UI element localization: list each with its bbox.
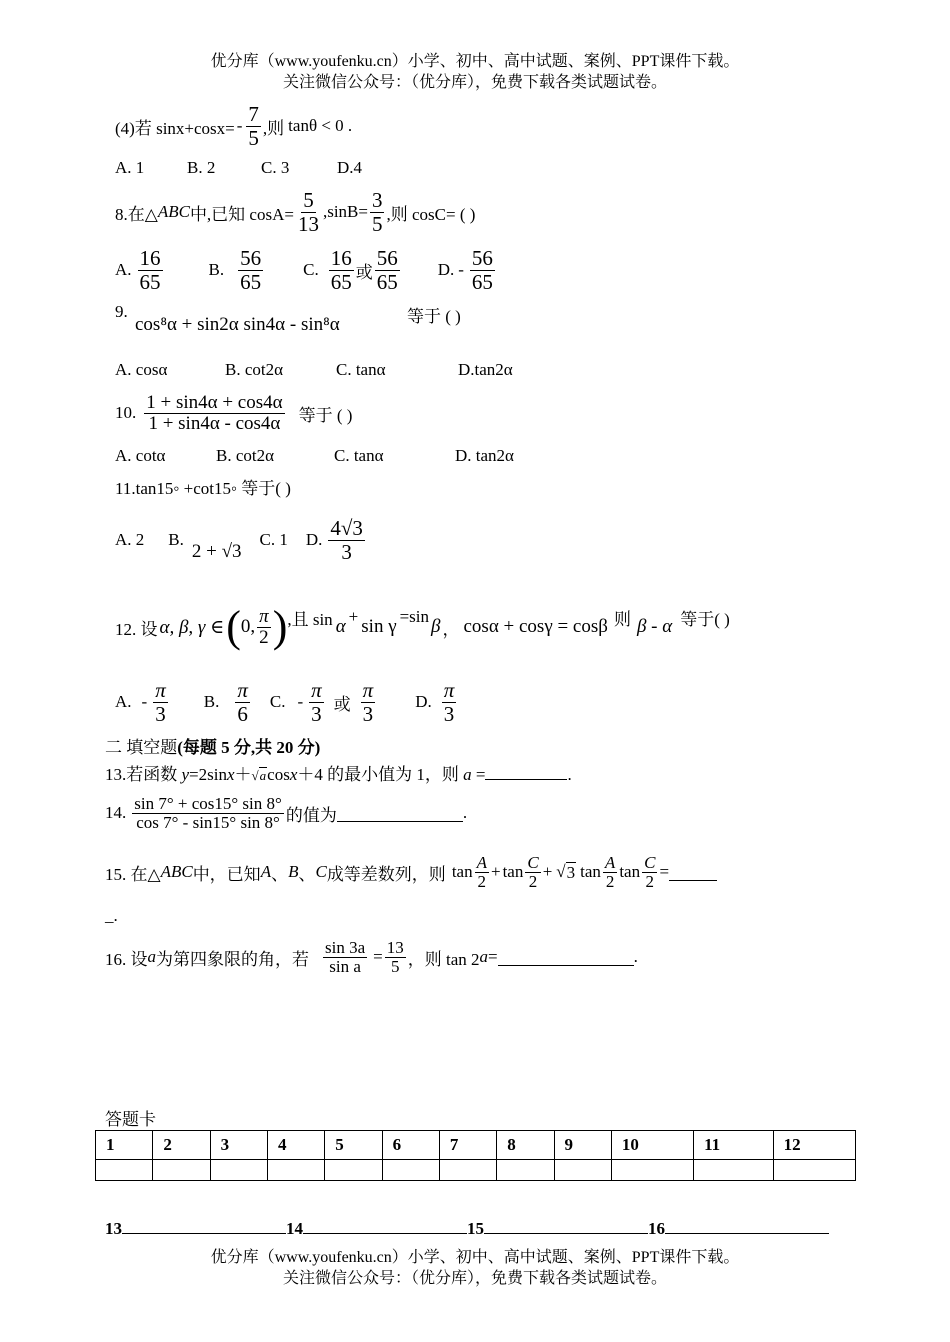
option-a[interactable]: A. 1	[115, 158, 145, 177]
option-a[interactable]: A. cotα	[115, 446, 166, 465]
answer-card-header-row	[96, 1131, 856, 1160]
fill-blank-16[interactable]	[665, 1217, 829, 1234]
page-footer-line1: 优分库（www.youfenku.cn）小学、初中、高中试题、案例、PPT课件下载。	[210, 1249, 740, 1266]
option-d[interactable]: D. tan2α	[455, 446, 514, 465]
fill-in-answers: 13 14 15 16	[105, 1217, 829, 1239]
option-d[interactable]: D.4	[337, 158, 363, 177]
answer-card-header: 3	[210, 1131, 267, 1160]
answer-card-header: 9	[554, 1131, 611, 1160]
option-d[interactable]: D.	[305, 530, 323, 549]
fraction-7-5: $\frac{7}{5}$	[248, 102, 259, 150]
answer-cell[interactable]	[694, 1160, 774, 1181]
fraction-5-13: $\frac{5}{13}$	[297, 188, 319, 236]
answer-cell[interactable]	[497, 1160, 554, 1181]
answer-card-header: 12	[773, 1131, 855, 1160]
question-11-options: A. 2 B. 2 + √3 C. 1 D. $\frac{4√3}{3}$	[115, 516, 363, 564]
option-b[interactable]: B. cot2α	[225, 360, 284, 379]
answer-card-header: 11	[694, 1131, 774, 1160]
page-header-line1: 优分库（www.youfenku.cn）小学、初中、高中试题、案例、PPT课件下载。	[210, 53, 740, 70]
answer-card-header: 1	[96, 1131, 153, 1160]
answer-card-table	[95, 1130, 856, 1181]
answer-card-answer-row	[96, 1160, 856, 1181]
answer-card-header: 8	[497, 1131, 554, 1160]
question-11-stem: 11.tan15◦ +cot15◦ 等于( )	[115, 479, 291, 498]
answer-cell[interactable]	[325, 1160, 382, 1181]
question-10-stem: 10. $\frac{1 + \sin 4\alpha + \cos 4\alpha}{1 + \sin 4\alpha - \cos 4\alpha}$ 等于 ( )	[115, 391, 353, 434]
fraction-3-5: $\frac{3}{5}$	[371, 188, 383, 236]
page-header-line2: 关注微信公众号：（优分库），免费下载各类试题试卷。	[282, 74, 667, 91]
answer-card-header: 5	[325, 1131, 382, 1160]
option-a[interactable]: A. 2	[115, 530, 145, 549]
option-b[interactable]: B.	[203, 692, 220, 711]
option-a[interactable]: A.	[115, 692, 132, 711]
question-9-options	[115, 360, 513, 380]
option-d[interactable]: D.tan2α	[458, 360, 513, 379]
answer-card-header: 6	[382, 1131, 439, 1160]
question-16: 16. 设 a 为第四象限的角，若 $\frac{\sin 3a}{\text{sin a}}$ = $\frac{13}{5}$ ，则 tan 2 a = .	[105, 937, 638, 976]
option-d[interactable]: D.	[415, 692, 432, 711]
answer-card-title: 答题卡	[105, 1110, 156, 1129]
answer-cell[interactable]	[773, 1160, 855, 1181]
page-footer-line2: 关注微信公众号：（优分库），免费下载各类试题试卷。	[282, 1270, 667, 1287]
option-a[interactable]: A.	[115, 260, 132, 279]
answer-cell[interactable]	[210, 1160, 267, 1181]
answer-cell[interactable]	[554, 1160, 611, 1181]
question-9-number: 9.	[115, 302, 128, 321]
fill-blank-14[interactable]	[303, 1217, 467, 1234]
fill-blank-15[interactable]	[484, 1217, 648, 1234]
question-9-expression: cos⁸α + sin2α sin4α - sin⁸α	[135, 314, 340, 335]
option-d[interactable]: D.	[437, 260, 455, 279]
question-15: 15. 在△ ABC 中，已知 A 、 B 、 C 成等差数列，则 tan $\frac{A}{2}$ + tan $\frac{C}{2}$ + √ 3 tan $\frac{A}{2}$ tan $\frac{C}{2}$ =	[105, 845, 717, 899]
answer-cell[interactable]	[153, 1160, 210, 1181]
answer-card-header: 4	[267, 1131, 324, 1160]
answer-cell[interactable]	[96, 1160, 153, 1181]
answer-card-header: 10	[611, 1131, 693, 1160]
option-c[interactable]: C. tanα	[336, 360, 386, 379]
option-b[interactable]: B.	[168, 530, 184, 549]
option-b[interactable]: B. 2	[187, 158, 216, 177]
section-2-title: 二 填空题(每题 5 分,共 20 分)	[105, 738, 321, 757]
answer-cell[interactable]	[267, 1160, 324, 1181]
question-12-options: A. - $\frac{\pi}{3}$ B. $\frac{\pi}{6}$ C. - $\frac{\pi}{3}$ 或 $\frac{\pi}{3}$ D. $\frac{\pi}{3}$	[115, 678, 455, 726]
option-b[interactable]: B.	[208, 260, 225, 279]
question-12-stem: 12. 设 α, β, γ ∈ ( 0, $\frac{\pi}{2}$ ) ,且 sin α + sin γ =sin β ， cosα + cosγ = cosβ 则 β - α 等于( )	[115, 602, 730, 651]
question-9-tail: 等于 ( )	[407, 307, 461, 326]
question-7-options	[115, 158, 362, 178]
answer-blank-16[interactable]	[498, 949, 634, 966]
answer-blank-15[interactable]	[669, 864, 717, 881]
fill-blank-13[interactable]	[122, 1217, 286, 1234]
question-8-stem: 8.在△ ABC 中,已知 cosA= $\frac{5}{13}$ ,sinB= $\frac{3}{5}$ ,则 cosC= ( )	[115, 188, 476, 236]
question-13: 13.若函数 y=2sinx＋√acosx＋4 的最小值为 1，则 a = .	[105, 765, 572, 784]
question-10-fraction: $\frac{1 + \sin 4\alpha + \cos 4\alpha}{1 + \sin 4\alpha - \cos 4\alpha}$	[146, 391, 283, 434]
option-c[interactable]: C. 3	[261, 158, 290, 177]
answer-cell[interactable]	[439, 1160, 496, 1181]
option-c[interactable]: C.	[269, 692, 286, 711]
option-c[interactable]: C. tanα	[334, 446, 384, 465]
question-7-condition: (4)若 sinx+cosx= - $\frac{7}{5}$ ,则 tanθ < 0 .	[115, 102, 353, 150]
option-a[interactable]: A. cosα	[115, 360, 168, 379]
option-c[interactable]: C.	[303, 260, 319, 279]
answer-cell[interactable]	[382, 1160, 439, 1181]
answer-card-header: 7	[439, 1131, 496, 1160]
answer-cell[interactable]	[611, 1160, 693, 1181]
question-8-options: A. $\frac{16}{65}$ B. $\frac{56}{65}$ C. $\frac{16}{65}$ 或 $\frac{56}{65}$ D. - $\frac{56}{65}$	[115, 246, 493, 294]
question-14: 14. $\frac{\sin 7^\circ + \cos 15^\circ \sin 8^\circ}{\cos 7^\circ - \sin 15^\circ \sin 8^\circ}$ 的值为 .	[105, 793, 468, 832]
question-10-options	[115, 446, 514, 466]
option-c[interactable]: C. 1	[259, 530, 288, 549]
question-15-continuation: _.	[105, 906, 118, 925]
answer-card-header: 2	[153, 1131, 210, 1160]
option-b[interactable]: B. cot2α	[216, 446, 275, 465]
answer-blank-13[interactable]	[485, 763, 567, 780]
answer-blank-14[interactable]	[337, 805, 463, 822]
